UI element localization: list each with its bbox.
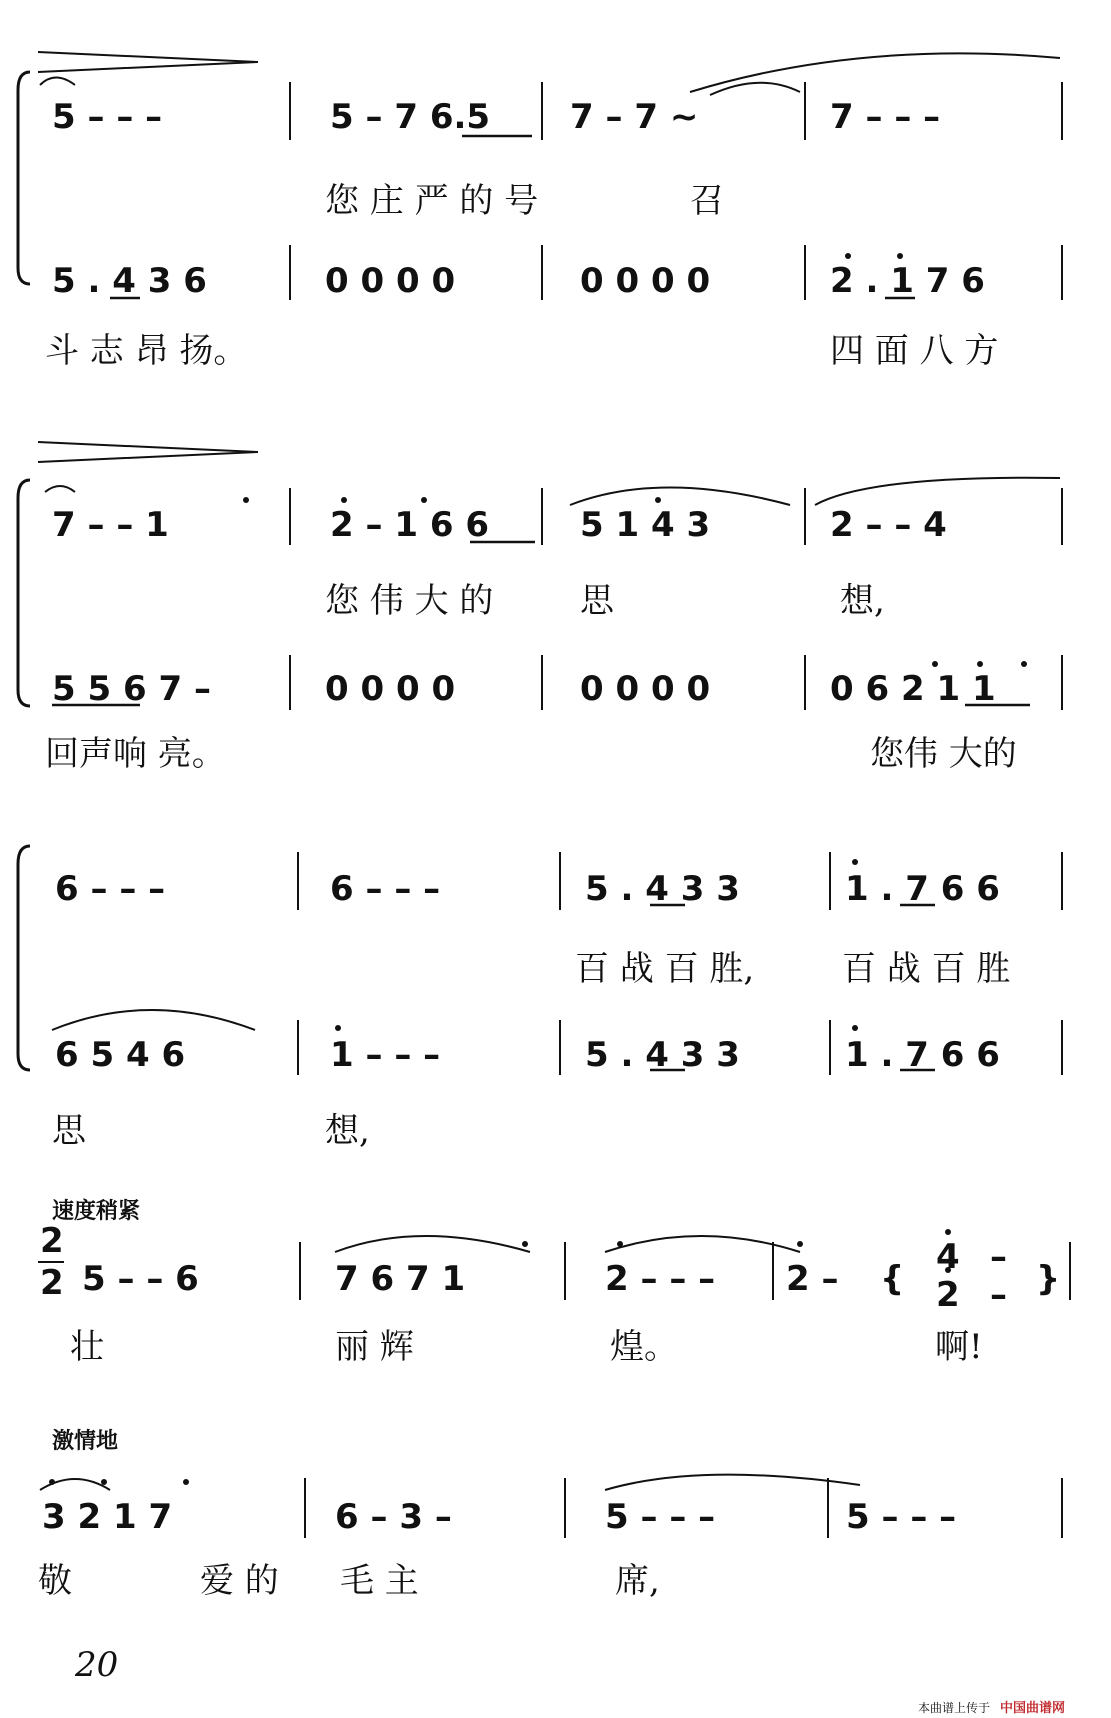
system-bracket	[18, 72, 30, 284]
slur	[690, 53, 1060, 92]
measure-notes: 5 – – –	[605, 1497, 716, 1537]
measure-notes: 6 – – –	[330, 869, 441, 909]
lyric: 席,	[615, 1561, 660, 1601]
time-signature-top: 2	[40, 1221, 64, 1261]
slur	[570, 488, 790, 506]
octave-dot	[522, 1241, 528, 1247]
measure-notes: 5 . 4 3 6	[52, 261, 207, 301]
watermark-text: 本曲谱上传于	[918, 1701, 991, 1715]
crescendo-mark	[38, 52, 258, 72]
lyric: 您伟 大的	[870, 734, 1017, 774]
measure-notes: 5 . 4 3 3	[585, 869, 740, 909]
measure-notes: 6 – – –	[55, 869, 166, 909]
slur	[335, 1236, 530, 1252]
measure-notes: 5 – – 6	[82, 1259, 199, 1299]
slur	[52, 1010, 255, 1030]
chord-lower-rest: –	[990, 1275, 1007, 1315]
measure-notes: 0 0 0 0	[325, 261, 456, 301]
measure-notes: 0 0 0 0	[325, 669, 456, 709]
lyric: 敬	[38, 1561, 72, 1601]
measure-notes: 6 5 4 6	[55, 1035, 186, 1075]
measure-notes: 1 . 7 6 6	[845, 869, 1000, 909]
system-bracket	[18, 480, 30, 706]
measure-notes: 1 . 7 6 6	[845, 1035, 1000, 1075]
measure-notes: 0 0 0 0	[580, 669, 711, 709]
measure-notes: 5 – 7 6.5	[330, 97, 491, 137]
measure-notes: 7 – 7 ~	[570, 97, 699, 137]
octave-dot	[101, 1479, 107, 1485]
measure-notes: 2 – – 4	[830, 505, 947, 545]
system-2	[18, 442, 1062, 774]
chord-brace	[880, 1237, 1060, 1315]
watermark-site: 中国曲谱网	[1000, 1701, 1066, 1716]
measure-notes: 5 – – –	[52, 97, 163, 137]
octave-dot	[845, 253, 851, 259]
lyric: 回声响 亮。	[45, 734, 226, 774]
measure-notes: 3 2 1 7	[42, 1497, 173, 1537]
measure-notes: 0 6 2 1 1	[830, 669, 996, 709]
octave-dot	[977, 661, 983, 667]
system-5	[38, 1428, 1062, 1601]
lyric: 想,	[840, 581, 885, 621]
measure-notes: 0 0 0 0	[580, 261, 711, 301]
octave-dot	[655, 497, 661, 503]
lyric: 啊!	[935, 1327, 983, 1367]
brace-right: }	[1036, 1259, 1061, 1299]
octave-dot	[183, 1479, 189, 1485]
octave-dot	[421, 497, 427, 503]
measure-notes: 2 – 1 6 6	[330, 505, 489, 545]
octave-dot	[852, 1025, 858, 1031]
octave-dot	[852, 859, 858, 865]
measure-notes: 7 – – –	[830, 97, 941, 137]
lyric: 毛 主	[340, 1561, 419, 1601]
lyric: 煌。	[610, 1327, 678, 1367]
octave-dot	[797, 1241, 803, 1247]
system-3	[18, 846, 1062, 1151]
chord-lower-note: 2	[936, 1275, 960, 1315]
system-1	[18, 52, 1062, 371]
lyric: 爱 的	[200, 1561, 279, 1601]
lyric: 您 伟 大 的	[325, 581, 494, 621]
lyric: 召	[690, 181, 724, 221]
page-number: 20	[75, 1645, 119, 1685]
slur	[815, 478, 1060, 505]
system-bracket	[18, 846, 30, 1070]
measure-notes: 2 . 1 7 6	[830, 261, 985, 301]
slur	[605, 1475, 860, 1490]
lyric: 四 面 八 方	[830, 331, 999, 371]
lyric: 思	[52, 1111, 86, 1151]
time-signature-bottom: 2	[40, 1263, 64, 1303]
measure-notes: 2 –	[786, 1259, 839, 1299]
lyric: 百 战 百 胜,	[575, 949, 755, 989]
slur	[45, 486, 75, 492]
chord-upper-rest: –	[990, 1237, 1007, 1277]
measure-notes: 6 – 3 –	[335, 1497, 452, 1537]
slur	[605, 1236, 800, 1252]
measure-notes: 5 . 4 3 3	[585, 1035, 740, 1075]
measure-notes: 7 6 7 1	[335, 1259, 466, 1299]
measure-notes: 5 1 4 3	[580, 505, 711, 545]
chord-upper-note: 4	[936, 1237, 960, 1277]
octave-dot	[945, 1229, 951, 1235]
lyric: 思	[580, 581, 614, 621]
octave-dot	[897, 253, 903, 259]
slur	[40, 78, 75, 86]
octave-dot	[49, 1479, 55, 1485]
octave-dot	[932, 661, 938, 667]
tempo-marking: 速度稍紧	[52, 1199, 141, 1224]
watermark	[918, 1700, 1065, 1716]
lyric: 斗 志 昂 扬。	[45, 331, 248, 371]
measure-notes: 2 – – –	[605, 1259, 716, 1299]
slur	[710, 83, 800, 95]
measure-notes: 7 – – 1	[52, 505, 169, 545]
system-4	[38, 1198, 1070, 1367]
measure-notes: 5 5 6 7 –	[52, 669, 211, 709]
octave-dot	[1021, 661, 1027, 667]
crescendo-mark	[38, 442, 258, 462]
measure-notes: 1 – – –	[330, 1035, 441, 1075]
octave-dot	[341, 497, 347, 503]
lyric: 丽 辉	[335, 1327, 414, 1367]
tempo-marking: 激情地	[52, 1429, 119, 1454]
octave-dot	[243, 497, 249, 503]
lyric: 壮	[70, 1327, 104, 1367]
lyric: 您 庄 严 的 号	[325, 181, 539, 221]
lyric: 想,	[325, 1111, 370, 1151]
lyric: 百 战 百 胜	[842, 949, 1011, 989]
brace-left: {	[880, 1259, 905, 1299]
octave-dot	[617, 1241, 623, 1247]
octave-dot	[335, 1025, 341, 1031]
measure-notes: 5 – – –	[846, 1497, 957, 1537]
